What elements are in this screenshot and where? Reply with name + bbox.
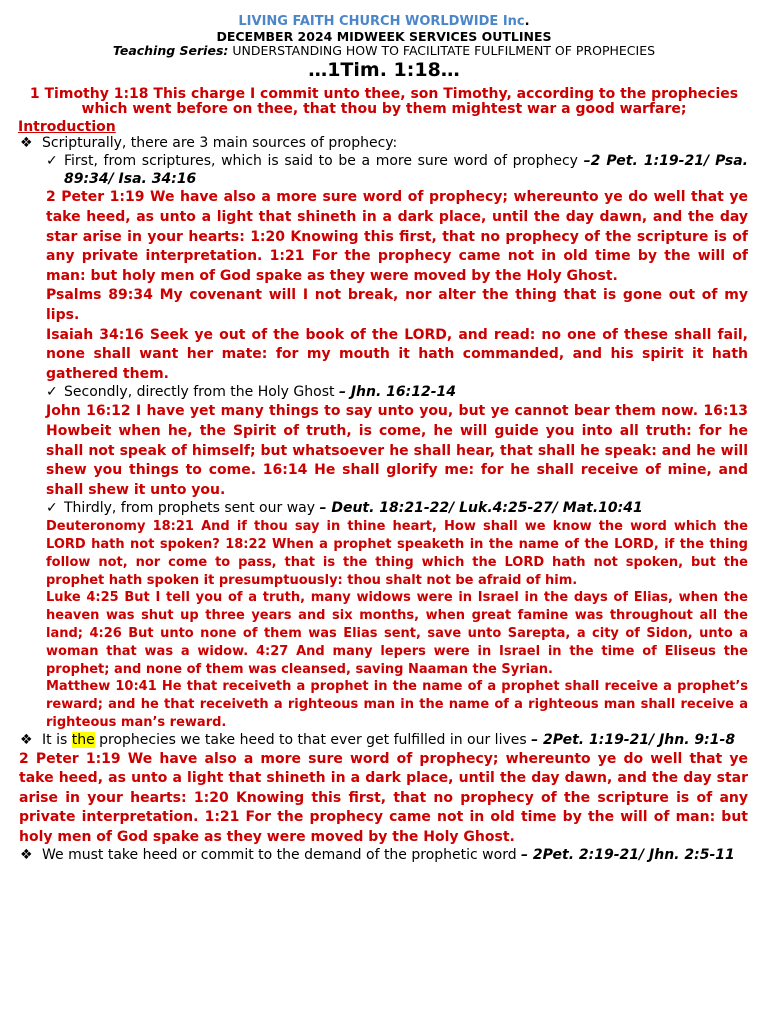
source-text: Secondly, directly from the Holy Ghost — [64, 384, 339, 401]
source-item — [46, 153, 748, 189]
bullet-point — [20, 135, 748, 153]
main-reference: …1Tim. 1:18… — [308, 58, 460, 81]
scripture-deuteronomy: Deuteronomy 18:21 And if thou say in thine heart, How shall we know the word which the LORD hath not spoken? 18:22 When a prophet speaketh in the name of the LORD, if the thing follow not, nor come to pass, that is the thing which the LORD hath not spoken, but the prophet hath spoken it presumptuously: thou shalt not be afraid of him. — [46, 519, 748, 588]
bullet-point: ❖ We must take heed or commit to the demand of the prophetic word – 2Pet. 2:19-21/ Jhn. 2:5-11 — [20, 847, 735, 864]
checkmark-icon: ✓ — [46, 384, 58, 401]
church-name: LIVING FAITH CHURCH WORLDWIDE Inc. — [238, 14, 530, 29]
source-item — [46, 500, 748, 518]
bullet-point: ❖ It is the prophecies we take heed to that ever get fulfilled in our lives – 2Pet. 1:19-21/ Jhn. 9:1-8 — [20, 731, 736, 748]
bullet-text: Scripturally, there are 3 main sources of prophecy: — [42, 134, 398, 151]
diamond-bullet-icon: ❖ — [20, 847, 33, 864]
document-header — [0, 15, 768, 82]
diamond-bullet-icon: ❖ — [20, 731, 33, 748]
scripture-luke: Luke 4:25 But I tell you of a truth, many widows were in Israel in the days of Elias, when the heaven was shut up three years and six months, when great famine was throughout all the land; 4:26 But unto none of them was Elias sent, save unto Sarepta, a city of Sidon, unto a woman that was a widow. 4:27 And many lepers were in Israel in the time of Eliseus the prophet; and none of them was cleansed, saving Naaman the Syrian. — [46, 590, 748, 677]
source-citation: –2 Pet. 1:19-21/ Psa. 89:34/ Isa. 34:16 — [64, 152, 748, 187]
source-text: First, from scriptures, which is said to be a more sure word of prophecy — [64, 152, 584, 169]
source-citation: – Jhn. 16:12-14 — [338, 384, 457, 401]
introduction-heading: Introduction — [18, 118, 116, 135]
checkmark-icon: ✓ — [46, 500, 58, 517]
scripture-2peter-repeat: 2 Peter 1:19 We have also a more sure word of prophecy; whereunto ye do well that ye take heed, as unto a light that shineth in a dark place, until the day dawn, and the day star arise in your hearts: 1:20 Knowing this first, that no prophecy of the scripture is of any private interpretation. 1:21 For the prophecy came not in old time by the will of man: but holy men of God spake as they were moved by the Holy Ghost. — [19, 750, 748, 845]
checkmark-icon: ✓ — [46, 152, 58, 169]
scripture-psalms: Psalms 89:34 My covenant will I not break, nor alter the thing that is gone out of my lips. — [46, 287, 748, 324]
source-text: Thirdly, from prophets sent our way — [64, 500, 320, 517]
bullet-citation: – 2Pet. 1:19-21/ Jhn. 9:1-8 — [531, 731, 736, 748]
scripture-john: John 16:12 I have yet many things to say unto you, but ye cannot bear them now. 16:13 Howbeit when he, the Spirit of truth, is come, he will guide you into all truth: for he shall not speak of himself; but whatsoever he shall hear, that shall he speak: and he will shew you things to come. 16:14 He shall glorify me: for he shall receive of mine, and shall shew it unto you. — [46, 403, 748, 498]
highlighted-word: the — [71, 731, 95, 748]
key-verse: 1 Timothy 1:18 This charge I commit unto thee, son Timothy, according to the prophecies which went before on thee, that thou by them mightest war a good warfare; — [29, 85, 739, 117]
diamond-bullet-icon: ❖ — [20, 134, 33, 151]
outline-subtitle: DECEMBER 2024 MIDWEEK SERVICES OUTLINES — [216, 28, 552, 44]
source-citation: – Deut. 18:21-22/ Luk.4:25-27/ Mat.10:41 — [319, 500, 643, 517]
scripture-isaiah: Isaiah 34:16 Seek ye out of the book of the LORD, and read: no one of these shall fail, none shall want her mate: for my mouth it hath commanded, and his spirit it hath gathered them. — [46, 326, 748, 382]
scripture-matthew: Matthew 10:41 He that receiveth a prophet in the name of a prophet shall receive a prophet’s reward; and he that receiveth a righteous man in the name of a righteous man shall receive a righteous man’s reward. — [46, 679, 748, 730]
source-item — [46, 384, 748, 402]
scripture-2peter: 2 Peter 1:19 We have also a more sure word of prophecy; whereunto ye do well that ye take heed, as unto a light that shineth in a dark place, until the day dawn, and the day star arise in your hearts: 1:20 Knowing this first, that no prophecy of the scripture is of any private interpretation. 1:21 For the prophecy came not in old time by the will of man: but holy men of God spake as they were moved by the Holy Ghost. — [46, 189, 748, 284]
teaching-series: Teaching Series: UNDERSTANDING HOW TO FACILITATE FULFILMENT OF PROPHECIES — [112, 43, 656, 59]
bullet-citation: – 2Pet. 2:19-21/ Jhn. 2:5-11 — [521, 847, 735, 864]
